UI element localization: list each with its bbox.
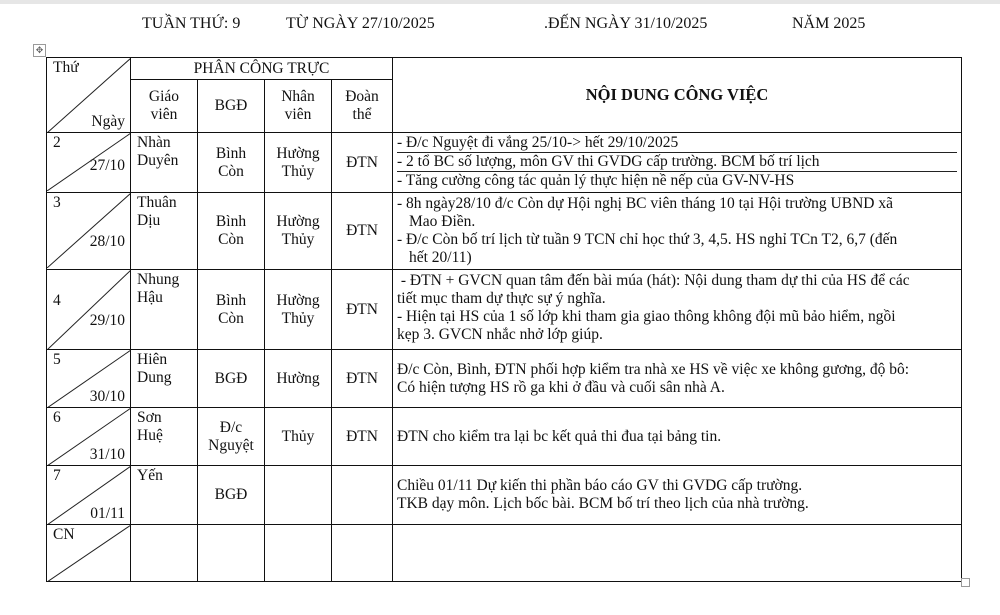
bgd-name: Bình — [215, 213, 247, 230]
union-cell: ĐTN — [332, 270, 393, 350]
corner-header-cell — [47, 58, 131, 133]
resize-square-icon[interactable] — [961, 578, 970, 587]
date: 30/10 — [89, 388, 125, 405]
move-arrows-icon[interactable]: ✥ — [33, 44, 46, 57]
day-cell — [47, 350, 131, 408]
day-cell — [47, 270, 131, 350]
content-cell — [393, 270, 962, 350]
col-header-bgd: BGĐ — [198, 80, 265, 133]
content-line: - 2 tổ BC số lượng, môn GV thi GVDG cấp trường. BCM bố trí lịch — [397, 153, 957, 172]
table-row — [47, 133, 962, 193]
day-cell — [47, 408, 131, 466]
date: 31/10 — [89, 446, 125, 463]
date: 01/11 — [90, 505, 125, 522]
col-label: Nhân viên — [281, 88, 315, 123]
staff-cell — [265, 525, 332, 582]
staff-name: Hường — [276, 291, 320, 309]
content-cell — [393, 193, 962, 270]
teacher-cell — [131, 270, 198, 350]
teacher-name: Duyên — [137, 152, 179, 169]
content-line: Mao Điền. — [409, 213, 476, 230]
content-cell — [393, 133, 962, 193]
content-line: Có hiện tượng HS rồ ga khi ở đầu và cuối sân nhà A. — [397, 378, 725, 396]
content-cell — [393, 525, 962, 582]
day-of-week: 2 — [53, 134, 61, 151]
teacher-name: Hiên — [137, 351, 168, 368]
date: 27/10 — [89, 157, 125, 174]
day-of-week: 7 — [53, 467, 61, 484]
date: 28/10 — [89, 233, 125, 250]
table-row — [47, 270, 962, 350]
content-line: - 8h ngày28/10 đ/c Còn dự Hội nghị BC viên tháng 10 tại Hội trường UBND xã — [397, 195, 893, 212]
content-line: ĐTN cho kiểm tra lại bc kết quả thi đua tại bảng tin. — [397, 427, 722, 445]
bgd-cell — [198, 270, 265, 350]
content-line: - Đ/c Nguyệt đi vắng 25/10-> hết 29/10/2025 — [397, 134, 957, 153]
teacher-name: Thuân — [137, 194, 177, 211]
content-line: Chiều 01/11 Dự kiến thi phần báo cáo GV thi GVDG cấp trường. — [397, 477, 803, 494]
bgd-name: Bình — [215, 144, 247, 162]
bgd-cell — [198, 133, 265, 193]
day-cell — [47, 466, 131, 525]
union-cell: ĐTN — [332, 193, 393, 270]
bgd-name: Còn — [218, 309, 244, 327]
teacher-name: Dung — [137, 369, 172, 386]
staff-cell — [265, 193, 332, 270]
union-cell: ĐTN — [332, 133, 393, 193]
teacher-cell — [131, 350, 198, 408]
teacher-name: Nhàn — [137, 134, 171, 151]
staff-name: Hường — [276, 144, 320, 162]
content-line: Đ/c Còn, Bình, ĐTN phối hợp kiểm tra nhà xe HS về việc xe không gương, độ bô: — [397, 360, 910, 378]
content-line: - Hiện tại HS của 1 số lớp khi tham gia giao thông không đội mũ bảo hiểm, ngồi — [397, 308, 896, 325]
union-cell: ĐTN — [332, 408, 393, 466]
day-of-week: 6 — [53, 409, 61, 426]
content-line: - Đ/c Còn bố trí lịch từ tuần 9 TCN chỉ học thứ 3, 4,5. HS nghỉ TCn T2, 6,7 (đến — [397, 231, 898, 248]
teacher-name: Dịu — [137, 212, 161, 229]
content-cell — [393, 466, 962, 525]
table-row — [47, 466, 962, 525]
table-row — [47, 525, 962, 582]
content-cell — [393, 408, 962, 466]
duty-assignment-header: PHÂN CÔNG TRỰC — [131, 58, 393, 80]
content-line: - ĐTN + GVCN quan tâm đến bài múa (hát): Nội dung tham dự thi của HS để các — [397, 272, 910, 289]
teacher-name: Nhung — [137, 271, 180, 288]
year: NĂM 2025 — [792, 15, 866, 32]
content-line: - Tăng cường công tác quản lý thực hiện nề nếp của GV-NV-HS — [397, 172, 795, 189]
staff-cell — [265, 350, 332, 408]
table-row — [47, 350, 962, 408]
day-cell — [47, 525, 131, 582]
teacher-cell — [131, 133, 198, 193]
staff-name: Hường — [276, 213, 320, 230]
union-cell — [332, 525, 393, 582]
teacher-name: Sơn — [137, 409, 162, 426]
bgd-name: BGĐ — [214, 486, 248, 503]
staff-cell — [265, 133, 332, 193]
col-header-giao-vien — [131, 80, 198, 133]
table-row — [47, 193, 962, 270]
corner-ngay-label: Ngày — [91, 113, 125, 130]
content-header: NỘI DUNG CÔNG VIỆC — [393, 58, 962, 133]
staff-name: Thủy — [281, 427, 315, 445]
from-date: TỪ NGÀY 27/10/2025 — [286, 15, 435, 32]
teacher-cell — [131, 525, 198, 582]
bgd-name: Nguyệt — [208, 436, 254, 454]
teacher-name: Yến — [137, 467, 163, 484]
bgd-name: Bình — [215, 291, 247, 309]
teacher-cell — [131, 466, 198, 525]
content-line: kẹp 3. GVCN nhắc nhở lớp giúp. — [397, 326, 603, 343]
teacher-name: Hậu — [137, 289, 163, 306]
to-date: .ĐẾN NGÀY 31/10/2025 — [544, 15, 708, 32]
day-of-week: 5 — [53, 351, 61, 368]
bgd-cell — [198, 525, 265, 582]
bgd-cell — [198, 193, 265, 270]
day-cell — [47, 193, 131, 270]
bgd-cell — [198, 466, 265, 525]
staff-name: Hường — [276, 369, 320, 387]
content-line: hết 20/11) — [409, 249, 472, 266]
union-cell: ĐTN — [332, 350, 393, 408]
date: 29/10 — [89, 312, 125, 329]
day-cell — [47, 133, 131, 193]
duty-schedule-table — [46, 57, 962, 582]
bgd-name: Còn — [218, 162, 244, 180]
table-row — [47, 408, 962, 466]
staff-cell — [265, 466, 332, 525]
day-of-week: CN — [53, 526, 75, 543]
bgd-cell — [198, 350, 265, 408]
content-line: tiết mục tham dự thực sự ý nghĩa. — [397, 290, 606, 307]
teacher-name: Huệ — [137, 427, 163, 444]
day-of-week: 3 — [53, 194, 61, 211]
content-cell — [393, 350, 962, 408]
day-of-week: 4 — [53, 292, 61, 309]
content-line: TKB dạy môn. Lịch bốc bài. BCM bố trí theo lịch của nhà trường. — [397, 495, 809, 512]
col-header-nhan-vien — [265, 80, 332, 133]
staff-name: Thủy — [281, 162, 315, 180]
week-number: TUẦN THỨ: 9 — [142, 15, 241, 32]
teacher-cell — [131, 408, 198, 466]
union-cell — [332, 466, 393, 525]
staff-cell — [265, 270, 332, 350]
col-header-doan-the — [332, 80, 393, 133]
bgd-cell — [198, 408, 265, 466]
window-top-edge — [0, 0, 1000, 4]
staff-name: Thủy — [281, 309, 315, 327]
col-label: Đoàn thể — [345, 88, 379, 123]
teacher-cell — [131, 193, 198, 270]
bgd-name: BGĐ — [214, 369, 248, 387]
staff-cell — [265, 408, 332, 466]
staff-name: Thủy — [281, 231, 315, 248]
bgd-name: Đ/c — [219, 418, 243, 436]
bgd-name: Còn — [218, 231, 244, 248]
col-label: Giáo viên — [148, 88, 180, 123]
corner-thu-label: Thứ — [53, 59, 79, 76]
